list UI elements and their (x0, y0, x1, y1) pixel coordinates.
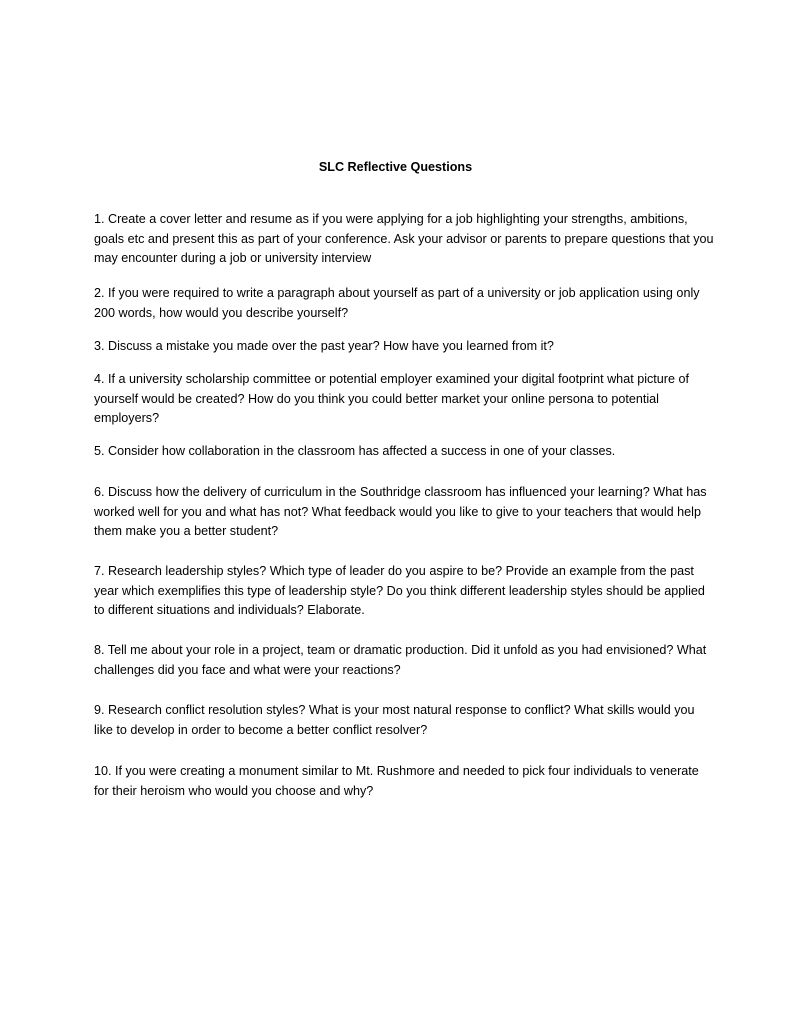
question-8: 8. Tell me about your role in a project, team or dramatic production. Did it unfold as you had envisioned? What challenges did you face and what were your reactions? (94, 643, 707, 677)
question-2: 2. If you were required to write a paragraph about yourself as part of a university or job application using only 200 words, how would you describe yourself? (94, 286, 700, 320)
question-5: 5. Consider how collaboration in the classroom has affected a success in one of your classes. (94, 444, 616, 458)
question-4: 4. If a university scholarship committee or potential employer examined your digital footprint what picture of yourself would be created? How do you think you could better market your online persona to potential employers? (94, 372, 689, 426)
question-10: 10. If you were creating a monument similar to Mt. Rushmore and needed to pick four individuals to venerate for their heroism who would you choose and why? (94, 764, 699, 798)
question-3: 3. Discuss a mistake you made over the past year? How have you learned from it? (94, 339, 554, 353)
question-1: 1. Create a cover letter and resume as if you were applying for a job highlighting your strengths, ambitions, goals etc and present this as part of your conference. Ask your advisor or parents to prepare questions that you may encounter during a job or university interview (94, 212, 714, 266)
question-7: 7. Research leadership styles? Which type of leader do you aspire to be? Provide an example from the past year which exemplifies this type of leadership style? Do you think different leadership styles should be applied to different situations and individuals? Elaborate. (94, 564, 705, 618)
question-6: 6. Discuss how the delivery of curriculum in the Southridge classroom has influenced your learning? What has worked well for you and what has not? What feedback would you like to give to your teachers that would help them make you a better student? (94, 485, 707, 539)
question-9: 9. Research conflict resolution styles? What is your most natural response to conflict? What skills would you like to develop in order to become a better conflict resolver? (94, 703, 695, 737)
document-title: SLC Reflective Questions (318, 160, 473, 174)
